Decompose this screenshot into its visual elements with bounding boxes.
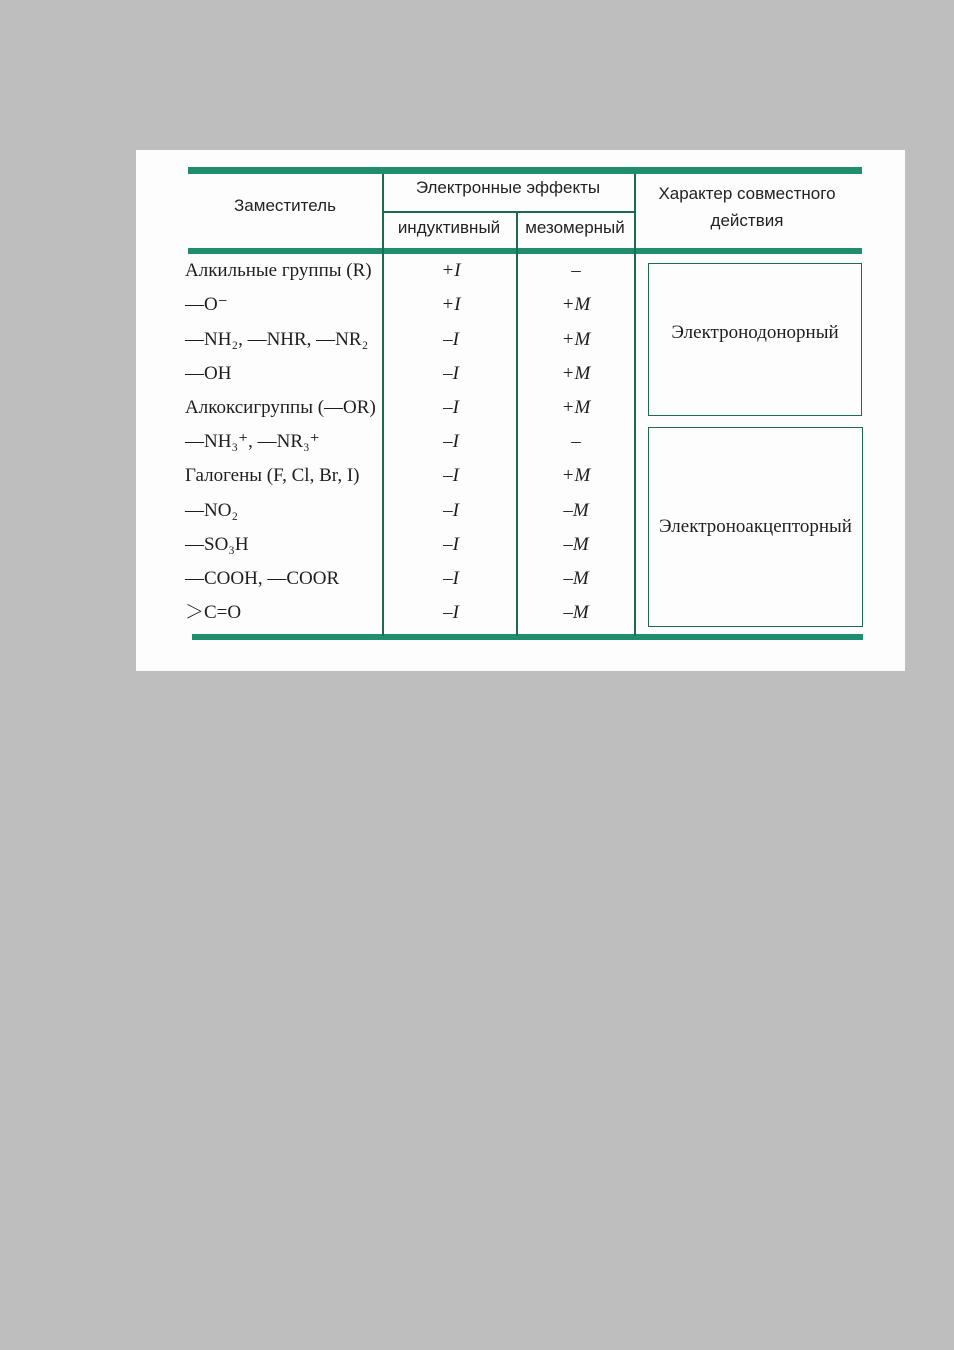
row-inductive: –I: [443, 568, 459, 589]
row-mesomeric: –: [571, 260, 581, 281]
table-image: [136, 150, 905, 671]
table-bottom-rule: [192, 634, 863, 640]
header-character: Характер совместного действия: [658, 184, 836, 230]
row-substituent: —NO₂: [185, 500, 239, 521]
row-inductive: –I: [443, 534, 459, 555]
row-inductive: –I: [443, 431, 459, 452]
row-mesomeric: +M: [561, 397, 591, 418]
row-inductive: –I: [443, 397, 459, 418]
row-inductive: +I: [441, 294, 461, 315]
donor-group-box: [648, 263, 862, 416]
row-substituent: —OH: [185, 363, 232, 384]
row-mesomeric: –M: [563, 568, 589, 589]
row-mesomeric: +M: [561, 294, 591, 315]
row-inductive: –I: [443, 602, 459, 623]
row-substituent: ＞C=O: [185, 602, 242, 623]
row-mesomeric: –: [571, 431, 581, 452]
row-mesomeric: –M: [563, 500, 589, 521]
row-substituent: —SO₃H: [185, 534, 249, 555]
header-subdivider: [382, 211, 634, 213]
table-header-rule: [188, 248, 862, 254]
row-substituent: —COOH, —COOR: [185, 568, 340, 589]
table-top-rule: [188, 167, 862, 174]
header-inductive: индуктивный: [397, 218, 501, 237]
row-inductive: –I: [443, 363, 459, 384]
acceptor-group-box: [648, 427, 863, 627]
row-substituent: Алкильные группы (R): [185, 260, 372, 281]
row-mesomeric: +M: [561, 363, 591, 384]
row-mesomeric: +M: [561, 329, 591, 350]
row-inductive: –I: [443, 465, 459, 486]
header-substituent: Заместитель: [234, 196, 336, 215]
row-substituent: Галогены (F, Cl, Br, I): [185, 465, 360, 486]
row-inductive: –I: [443, 500, 459, 521]
row-substituent: —NH₃⁺, —NR₃⁺: [185, 431, 320, 452]
row-substituent: —O⁻: [185, 294, 228, 315]
row-mesomeric: +M: [561, 465, 591, 486]
row-inductive: +I: [441, 260, 461, 281]
header-mesomeric: мезомерный: [525, 218, 625, 237]
row-substituent: —NH₂, —NHR, —NR₂: [185, 329, 369, 350]
header-electronic-effects: Электронные эффекты: [415, 178, 601, 197]
row-substituent: Алкоксигруппы (—OR): [185, 397, 376, 418]
row-mesomeric: –M: [563, 534, 589, 555]
row-mesomeric: –M: [563, 602, 589, 623]
row-inductive: –I: [443, 329, 459, 350]
acceptor-group-label: Электроноакцепторный: [659, 516, 852, 537]
donor-group-label: Электронодонорный: [671, 321, 839, 343]
